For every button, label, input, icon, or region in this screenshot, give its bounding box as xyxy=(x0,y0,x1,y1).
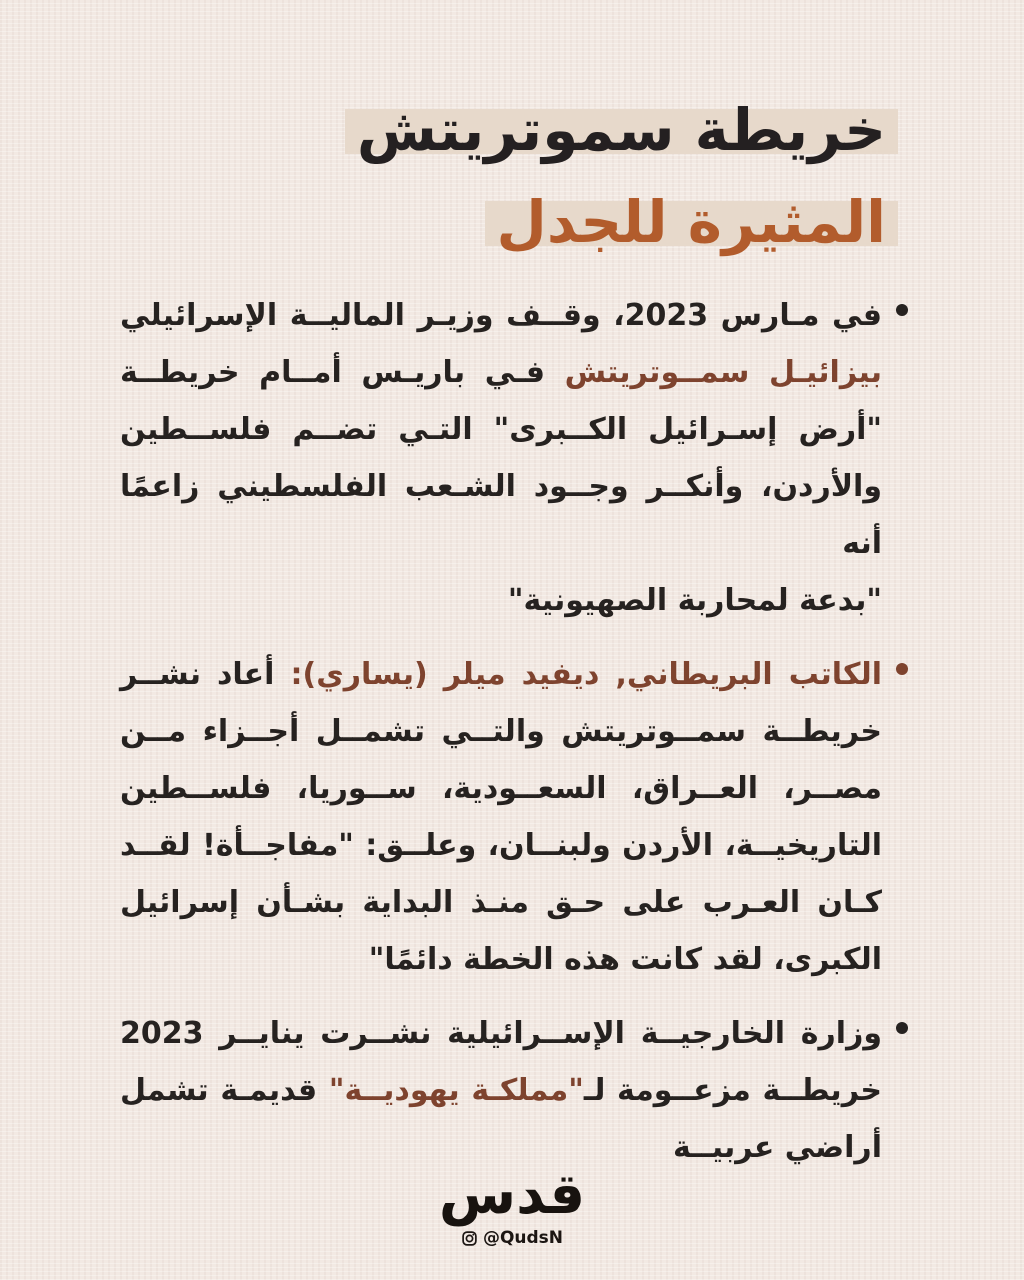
text-line xyxy=(120,572,882,629)
bullet-item-3 xyxy=(120,1005,882,1176)
text-line xyxy=(120,760,882,817)
text-segment: أعاد نشــر xyxy=(120,657,291,692)
handle-text: @QudsN xyxy=(482,1228,564,1248)
text-segment: قديمـة تشمل xyxy=(120,1073,329,1108)
footer xyxy=(0,1164,1024,1248)
text-segment: التاريخيــة، الأردن ولبنــان، وعلــق: "مفاجــأة! لقــد xyxy=(120,828,882,863)
text-line xyxy=(120,817,882,874)
title-line-1-text: خريطة سموتريتش xyxy=(345,84,898,176)
title-line-1 xyxy=(345,84,898,176)
bullet-dot xyxy=(896,304,908,316)
text-line xyxy=(120,1005,882,1062)
text-segment: في مـارس 2023، وقــف وزيـر الماليــة الإسرائيلي xyxy=(120,298,882,333)
text-line xyxy=(120,401,882,458)
text-line xyxy=(120,1062,882,1119)
text-line xyxy=(120,646,882,703)
bullet-item-1 xyxy=(120,287,882,629)
highlighted-jewish-kingdom: "مملكـة يهوديــة" xyxy=(328,1073,584,1108)
text-line xyxy=(120,458,882,572)
text-segment: خريطــة سمــوتريتش والتــي تشمــل أجــزاء مــن xyxy=(120,714,882,749)
text-line xyxy=(120,874,882,931)
text-line xyxy=(120,344,882,401)
text-segment: مصــر، العــراق، السعــودية، ســوريا، فلســطين xyxy=(120,771,882,806)
text-segment: الكبرى، لقد كانت هذه الخطة دائمًا" xyxy=(368,942,882,977)
text-segment: وزارة الخارجيــة الإســرائيلية نشــرت ينايــر 2023 xyxy=(120,1016,882,1051)
instagram-icon xyxy=(461,1230,478,1247)
text-segment: خريطــة مزعــومة لـ xyxy=(583,1073,882,1108)
text-segment: والأردن، وأنكــر وجــود الشـعب الفلسطيني زاعمًا أنه xyxy=(120,469,882,561)
bullet-dot xyxy=(896,1022,908,1034)
bullet-list xyxy=(120,287,882,1193)
text-segment: "بدعة لمحاربة الصهيونية" xyxy=(507,583,882,618)
page-title xyxy=(345,84,898,268)
social-handle xyxy=(0,1228,1024,1248)
highlighted-name-smotrich: بيزائيـل سمــوتريتش xyxy=(564,355,882,390)
title-line-2 xyxy=(345,176,898,268)
text-segment: أراضي عربيــة xyxy=(673,1130,882,1165)
quds-logo: قدس xyxy=(438,1162,586,1227)
bullet-dot xyxy=(896,663,908,675)
text-segment: كـان العـرب على حـق منـذ البداية بشـأن إسرائيل xyxy=(120,885,882,920)
text-line xyxy=(120,287,882,344)
bullet-item-2 xyxy=(120,646,882,988)
text-line xyxy=(120,931,882,988)
highlighted-name-miller: الكاتب البريطاني, ديفيد ميلر (يساري): xyxy=(290,657,882,692)
text-segment: فـي باريـس أمــام خريطــة xyxy=(120,355,565,390)
title-line-2-text: المثيرة للجدل xyxy=(485,176,899,268)
text-line xyxy=(120,703,882,760)
text-segment: "أرض إسـرائيل الكــبرى" التـي تضــم فلســطين xyxy=(120,412,882,447)
